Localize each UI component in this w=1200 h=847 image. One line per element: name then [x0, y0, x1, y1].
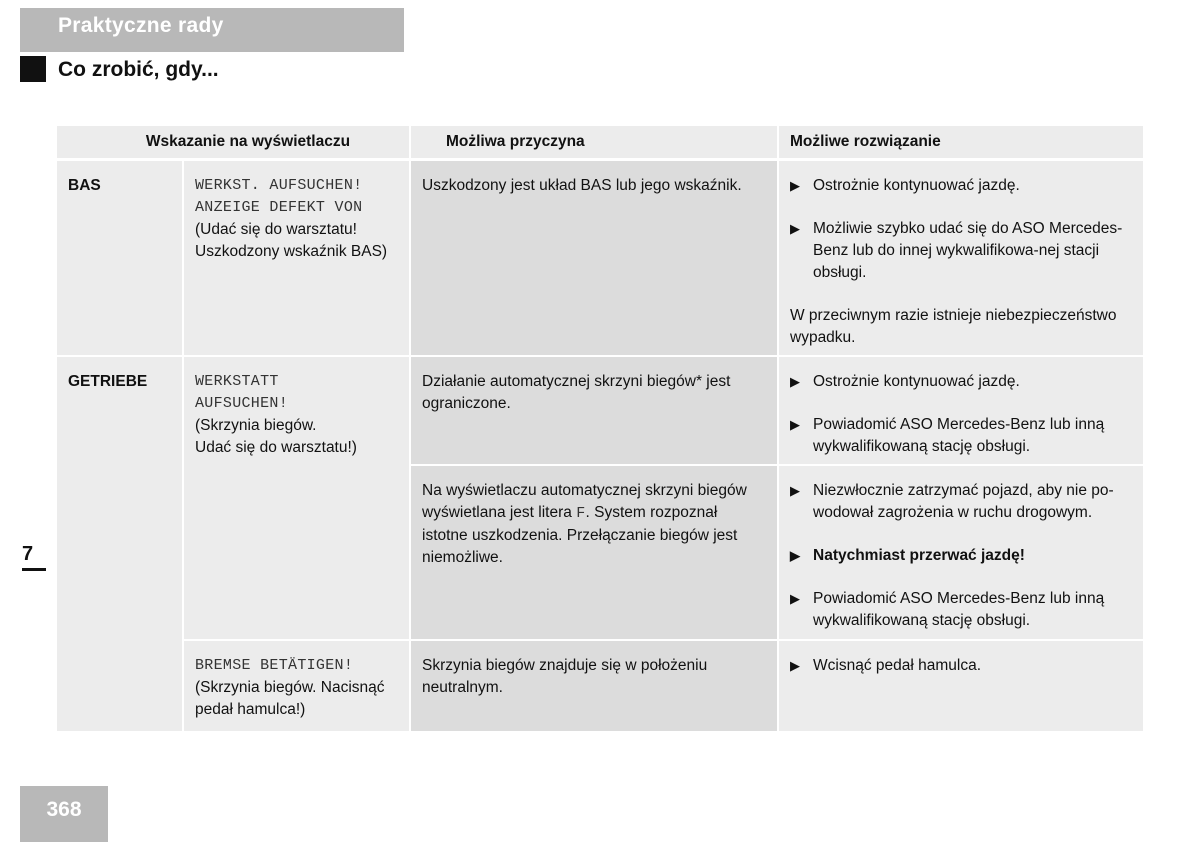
code-getriebe: GETRIEBE [57, 357, 182, 731]
display-text-line: (Udać się do warsztatu! [195, 221, 357, 238]
solution-item: ▶ Możliwie szybko udać się do ASO Mercedes-Benz lub do innej wykwalifikowa-nej stacji obsługi. [790, 220, 1123, 281]
display-brake [184, 641, 409, 731]
display-text-line: (Skrzynia biegów. Nacisnąć pedał hamulca!) [195, 679, 385, 718]
display-mono-line: ANZEIGE DEFEKT VON [195, 199, 363, 216]
code-bas: BAS [57, 161, 182, 355]
cause-letter-f: Na wyświetlaczu automatycznej skrzyni biegów wyświetlana jest litera F. System rozpoznał istotne uszkodzenia. Przełączanie biegów jest niemożliwe. [411, 466, 777, 639]
solution-letter-f [779, 466, 1143, 639]
arrow-right-icon: ▶ [790, 483, 800, 498]
cause-limited: Działanie automatycznej skrzyni biegów* jest ograniczone. [411, 357, 777, 464]
solution-item: ▶ Niezwłocznie zatrzymać pojazd, aby nie po-wodował zagrożenia w ruchu drogowym. [790, 482, 1114, 521]
display-mono-line: WERKSTATT [195, 373, 279, 390]
chapter-number: 7 [22, 542, 46, 571]
display-getriebe [184, 357, 409, 639]
title-marker [20, 56, 46, 82]
solution-item: ▶ Wcisnąć pedał hamulca. [790, 655, 1133, 677]
solution-bas [779, 161, 1143, 355]
cause-neutral: Skrzynia biegów znajduje się w położeniu neutralnym. [411, 641, 777, 731]
solution-item: ▶ Powiadomić ASO Mercedes-Benz lub inną wykwalifikowaną stację obsługi. [790, 590, 1105, 629]
page-number: 368 [20, 786, 108, 842]
header-display: Wskazanie na wyświetlaczu [57, 126, 409, 158]
display-mono-line: BREMSE BETÄTIGEN! [195, 657, 354, 674]
arrow-right-icon: ▶ [790, 178, 800, 193]
display-text-line: Udać się do warsztatu!) [195, 439, 357, 456]
header-solution: Możliwe rozwiązanie [779, 126, 1143, 158]
arrow-right-icon: ▶ [790, 221, 800, 236]
solution-item-warning: ▶ Natychmiast przerwać jazdę! [790, 545, 1133, 567]
solution-item: ▶ Ostrożnie kontynuować jazdę. [790, 175, 1133, 197]
page-title: Co zrobić, gdy... [58, 58, 219, 81]
arrow-right-icon: ▶ [790, 417, 800, 432]
solution-note: W przeciwnym razie istnieje niebezpieczeństwo wypadku. [790, 307, 1117, 346]
arrow-right-icon: ▶ [790, 548, 800, 563]
display-text-line: Uszkodzony wskaźnik BAS) [195, 243, 388, 260]
section-tab: Praktyczne rady [20, 8, 404, 52]
solution-neutral [779, 641, 1143, 731]
display-bas [184, 161, 409, 355]
arrow-right-icon: ▶ [790, 374, 800, 389]
solution-item: ▶ Powiadomić ASO Mercedes-Benz lub inną wykwalifikowaną stację obsługi. [790, 416, 1105, 455]
arrow-right-icon: ▶ [790, 591, 800, 606]
display-mono-line: AUFSUCHEN! [195, 395, 289, 412]
solution-limited [779, 357, 1143, 464]
solution-item: ▶ Ostrożnie kontynuować jazdę. [790, 371, 1133, 393]
display-text-line: (Skrzynia biegów. [195, 417, 317, 434]
gear-letter: F [576, 505, 586, 522]
header-cause: Możliwa przyczyna [411, 126, 777, 158]
arrow-right-icon: ▶ [790, 658, 800, 673]
display-mono-line: WERKST. AUFSUCHEN! [195, 177, 363, 194]
cause-bas: Uszkodzony jest układ BAS lub jego wskaźnik. [411, 161, 777, 355]
